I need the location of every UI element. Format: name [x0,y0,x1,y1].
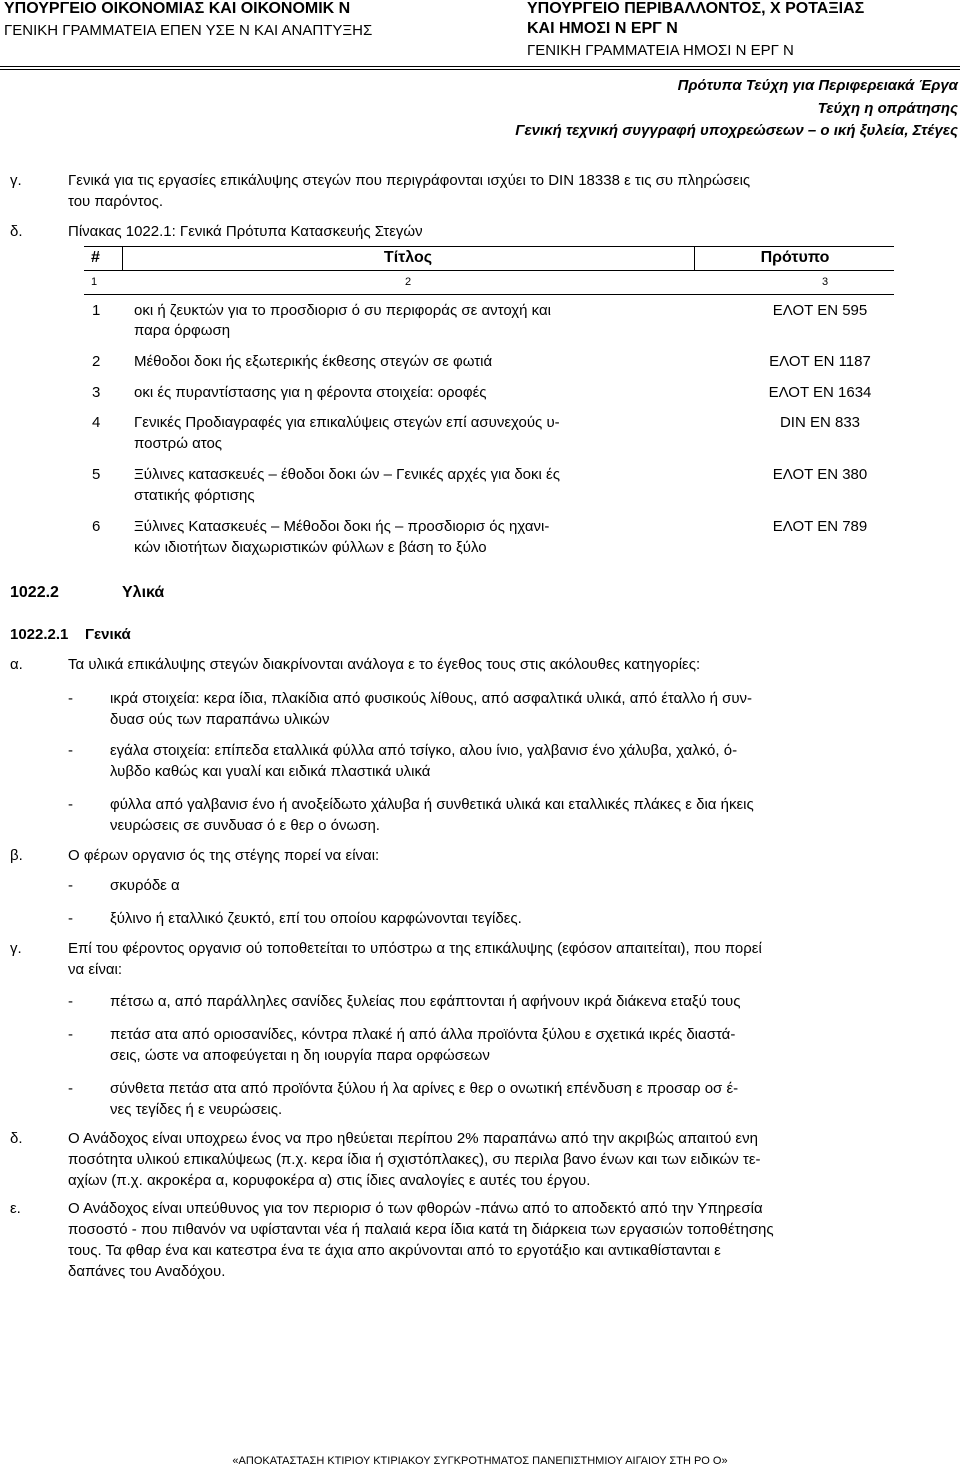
table-subheader-border [84,294,894,295]
header-left-secretariat: ΓΕΝΙΚΗ ΓΡΑΜΜΑΤΕΙΑ ΕΠΕΝ ΥΣΕ Ν ΚΑΙ ΑΝΑΠΤΥΞΗΣ [4,22,373,39]
bullet-dash: - [68,690,73,707]
table-colnum-1: 1 [91,276,98,288]
doc-title-1: Πρότυπα Τεύχη για Περιφερειακά Έργα [677,77,958,94]
section-heading-text: Υλικά [122,584,165,601]
row-num: 1 [92,302,101,319]
footer-project-title: «ΑΠΟΚΑΤΑΣΤΑΣΗ ΚΤΙΡΙΟΥ ΚΤΙΡΙΑΚΟΥ ΣΥΓΚΡΟΤΗΜΑΤΟΣ ΠΑΝΕΠΙΣΤΗΜΙΟΥ ΑΙΓΑΙΟΥ ΣΤΗ ΡΟ Ο» [232,1455,728,1467]
subsection-heading-num: 1022.2.1 [10,626,69,643]
bullet-dash: - [68,1080,73,1097]
header-rule-2 [0,69,960,70]
row-standard: ΕΛΟΤ ΕΝ 1187 [769,353,871,370]
list-item: σύνθετα πετάσ ατα από προϊόντα ξύλου ή λα αρίνες ε θερ ο ονωτική επένδυση ε προσαρ οσ έ- [110,1080,739,1097]
row-num: 4 [92,414,101,431]
row-title-line-1: Ξύλινες κατασκευές – έθοδοι δοκι ών – Γενικές αρχές για δοκι ές [134,466,560,483]
header-right-ministry-1: ΥΠΟΥΡΓΕΙΟ ΠΕΡΙΒΑΛΛΟΝΤΟΣ, Χ ΡΟΤΑΞΙΑΣ [527,0,865,17]
row-num: 2 [92,353,101,370]
row-title-line-2: στατικής φόρτισης [134,487,255,504]
header-left-ministry: ΥΠΟΥΡΓΕΙΟ ΟΙΚΟΝΟΜΙΑΣ ΚΑΙ ΟΙΚΟΝΟΜΙΚ Ν [4,0,351,17]
table-header-border [84,270,894,271]
item-a-label: α. [10,656,23,673]
row-num: 6 [92,518,101,535]
row-title-line-1: Γενικές Προδιαγραφές για επικαλύψεις στεγών επί ασυνεχούς υ- [134,414,560,431]
row-standard: ΕΛΟΤ ΕΝ 380 [772,466,868,483]
bullet-dash: - [68,742,73,759]
delta-label: δ. [10,223,23,240]
row-title-line-2: παρα όρφωση [134,322,231,339]
bullet-dash: - [68,993,73,1010]
row-title-line-2: ποστρώ ατος [134,435,223,452]
item-a-text: Τα υλικά επικάλυψης στεγών διακρίνονται ανάλογα ε το έγεθος τους στις ακόλουθες κατηγορίες: [68,656,701,673]
row-title-line-2: κών ιδιοτήτων διαχωριστικών φύλλων ε βάση το ξύλο [134,539,487,556]
table-caption: Πίνακας 1022.1: Γενικά Πρότυπα Κατασκευής Στεγών [68,223,423,240]
list-item: νευρώσεις σε συνδυασ ό ε θερ ο όνωση. [110,817,380,834]
list-item: φύλλα από γαλβανισ ένο ή ανοξείδωτο χάλυβα ή συνθετικά υλικά και εταλλικές πλάκες ε δια ήκεις [110,796,754,813]
list-item: ξύλινο ή εταλλικό ζευκτό, επί του οποίου καρφώνονται τεγίδες. [110,910,522,927]
row-num: 3 [92,384,101,401]
table-colnum-3: 3 [821,276,829,288]
row-title-line-1: οκι ές πυραντίστασης για η φέροντα στοιχεία: οροφές [134,384,487,401]
bullet-dash: - [68,910,73,927]
item-c-text-1: Επί του φέροντος οργανισ ού τοποθετείται το υπόστρω α της επικάλυψης (εφόσον απαιτείται), που πορεί [68,940,762,957]
row-title-line-1: Ξύλινες Κατασκευές – Μέθοδοι δοκι ής – προσδιορισ ός ηχανι- [134,518,550,535]
list-item: νες τεγίδες ή ε νευρώσεις. [110,1101,283,1118]
item-d-line-1: Ο Ανάδοχος είναι υποχρεω ένος να προ ηθεύεται περίπου 2% παραπάνω από την ακριβώς απαιτού ενη [68,1130,758,1147]
bullet-dash: - [68,1026,73,1043]
item-e-label: ε. [10,1200,21,1217]
row-standard: ΕΛΟΤ ΕΝ 789 [772,518,868,535]
list-item: πέτσω α, από παράλληλες σανίδες ξυλείας που εφάπτονται ή αφήνουν ικρά διάκενα εταξύ τους [110,993,741,1010]
list-item: ικρά στοιχεία: κερα ίδια, πλακίδια από φυσικούς λίθους, από ασφαλτικά υλικά, από έταλλο ή συν- [110,690,753,707]
item-e-line-4: δαπάνες του Αναδόχου. [68,1263,226,1280]
item-c-label: γ. [10,940,22,957]
gamma-text-1: Γενικά για τις εργασίες επικάλυψης στεγών που περιγράφονται ισχύει το DIN 18338 ε τις συ πληρώσεις [68,172,751,189]
item-d-label: δ. [10,1130,23,1147]
header-right-ministry-2: ΚΑΙ ΗΜΟΣΙ Ν ΕΡΓ Ν [527,20,678,37]
item-c-text-2: να είναι: [68,961,123,978]
bullet-dash: - [68,796,73,813]
table-header-standard: Πρότυπο [760,249,830,266]
doc-title-2: Τεύχη η οπράτησης [817,100,958,117]
list-item: πετάσ ατα από οριοσανίδες, κόντρα πλακέ ή από άλλα προϊόντα ξύλου ε σχετικά ικρές διαστά- [110,1026,736,1043]
subsection-heading-text: Γενικά [85,626,131,643]
row-standard: DIN EN 833 [779,414,861,431]
row-standard: ΕΛΟΤ ΕΝ 595 [772,302,868,319]
item-b-text: Ο φέρων οργανισ ός της στέγης πορεί να είναι: [68,847,380,864]
gamma-label: γ. [10,172,22,189]
list-item: σεις, ώστε να αποφεύγεται η δη ιουργία παρα ορφώσεων [110,1047,490,1064]
list-item: δυασ ούς των παραπάνω υλικών [110,711,330,728]
list-item: εγάλα στοιχεία: επίπεδα εταλλικά φύλλα από τσίγκο, αλου ίνιο, γαλβανισ ένο χάλυβα, χαλκό, ό- [110,742,738,759]
row-num: 5 [92,466,101,483]
list-item: σκυρόδε α [110,877,180,894]
header-right-secretariat: ΓΕΝΙΚΗ ΓΡΑΜΜΑΤΕΙΑ ΗΜΟΣΙ Ν ΕΡΓ Ν [527,42,794,59]
item-e-line-2: ποσοστό - που πιθανόν να υφίστανται νέα ή παλαιά κερα ίδια κατά τη διάρκεια των εργασιών τοποθέτησης [68,1221,774,1238]
item-d-line-2: ποσότητα υλικού επικαλύψεως (π.χ. κερα ίδια ή σχιστόπλακες), συ περιλα βανο ένων και των ειδικών τε- [68,1151,761,1168]
table-colnum-2: 2 [404,276,412,288]
gamma-text-2: του παρόντος. [68,193,164,210]
row-title-line-1: Μέθοδοι δοκι ής εξωτερικής έκθεσης στεγών σε φωτιά [134,353,493,370]
item-e-line-1: Ο Ανάδοχος είναι υπεύθυνος για τον περιορισ ό των φθορών -πάνω από το αποδεκτό από την Υπηρεσία [68,1200,763,1217]
item-b-label: β. [10,847,23,864]
list-item: λυβδο καθώς και γυαλί και ειδικά πλαστικά υλικά [110,763,431,780]
table-top-border [84,246,894,247]
item-d-line-3: αχίων (π.χ. ακροκέρα α, κορυφοκέρα α) στις ίδιες αναλογίες ε αυτές του έργου. [68,1172,591,1189]
item-e-line-3: τους. Τα φθαρ ένα και κατεστρα ένα τε άχια απο ακρύνονται από το εργοτάξιο και αντικαθίστανται ε [68,1242,721,1259]
bullet-dash: - [68,877,73,894]
row-title-line-1: οκι ή ζευκτών για το προσδιορισ ό συ περιφοράς σε αντοχή και [134,302,551,319]
doc-title-3: Γενική τεχνική συγγραφή υποχρεώσεων – ο ική ξυλεία, Στέγες [515,122,958,139]
section-heading-num: 1022.2 [10,584,59,601]
row-standard: ΕΛΟΤ ΕΝ 1634 [768,384,872,401]
table-header-num: # [91,249,100,266]
table-header-title: Τίτλος [383,249,433,266]
header-rule-1 [0,66,960,67]
